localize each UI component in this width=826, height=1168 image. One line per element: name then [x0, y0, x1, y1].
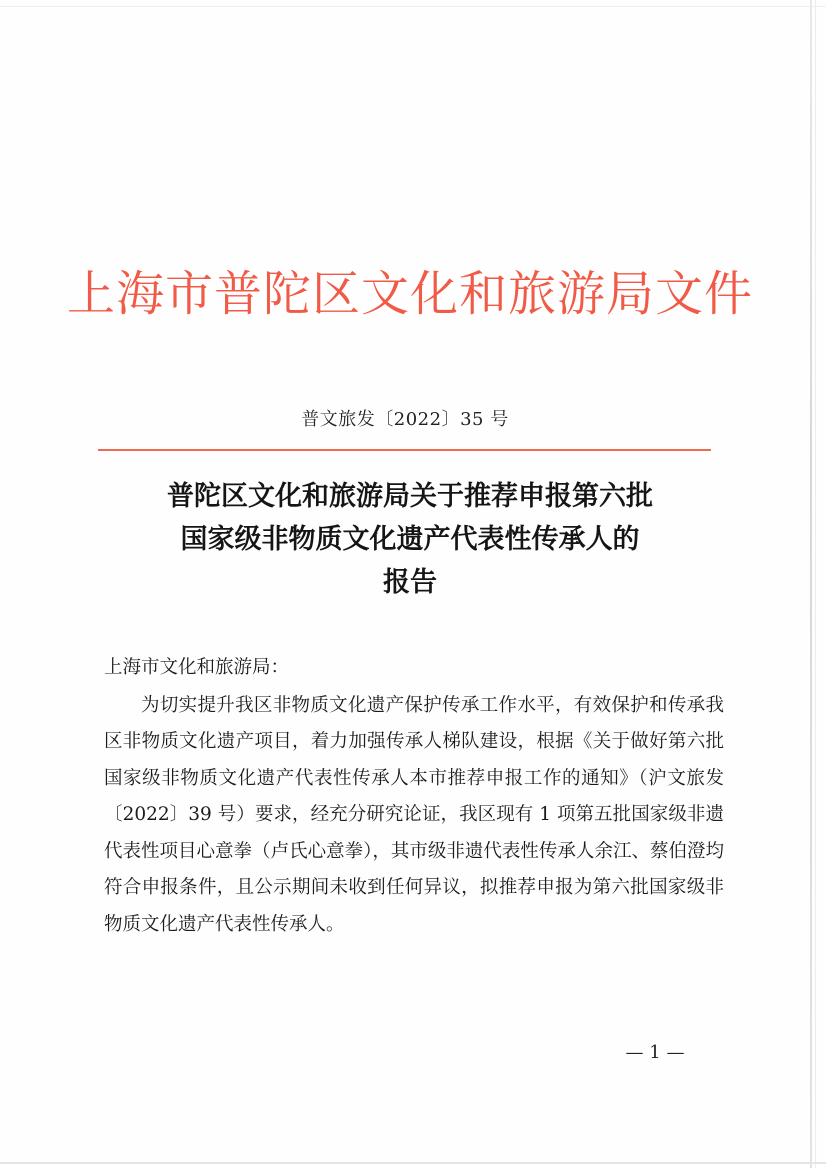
scan-edge-right-secondary [815, 0, 816, 1168]
salutation: 上海市文化和旅游局： [104, 657, 290, 678]
page-number: — 1 — [625, 1042, 685, 1063]
scan-edge-bottom [0, 1162, 826, 1164]
scan-edge-top [0, 6, 826, 7]
body-paragraph: 为切实提升我区非物质文化遗产保护传承工作水平，有效保护和传承我区非物质文化遗产项目，着力加强传承人梯队建设，根据《关于做好第六批国家级非物质文化遗产代表性传承人本市推荐申报工作的通知》（沪文旅发〔2022〕39 号）要求，经充分研究论证，我区现有 1 项第五批国家级非遗代表性项目心意拳（卢氏心意拳），其市级非遗代表性传承人余江、蔡伯澄均符合申报条件，且公示期间未收到任何异议，拟推荐申报为第六批国家级非物质文化遗产代表性传承人。 [104, 694, 724, 935]
issuing-authority-header: 上海市普陀区文化和旅游局文件 [66, 266, 753, 322]
red-divider-line [98, 449, 711, 451]
document-title [60, 475, 760, 604]
document-number: 普文旅发〔2022〕35 号 [301, 409, 509, 430]
title-line-2: 国家级非物质文化遗产代表性传承人的 [180, 524, 640, 555]
document-body [104, 650, 724, 943]
title-line-1: 普陀区文化和旅游局关于推荐申报第六批 [167, 481, 653, 512]
scan-edge-right [810, 0, 812, 1168]
title-line-3: 报告 [383, 567, 437, 598]
